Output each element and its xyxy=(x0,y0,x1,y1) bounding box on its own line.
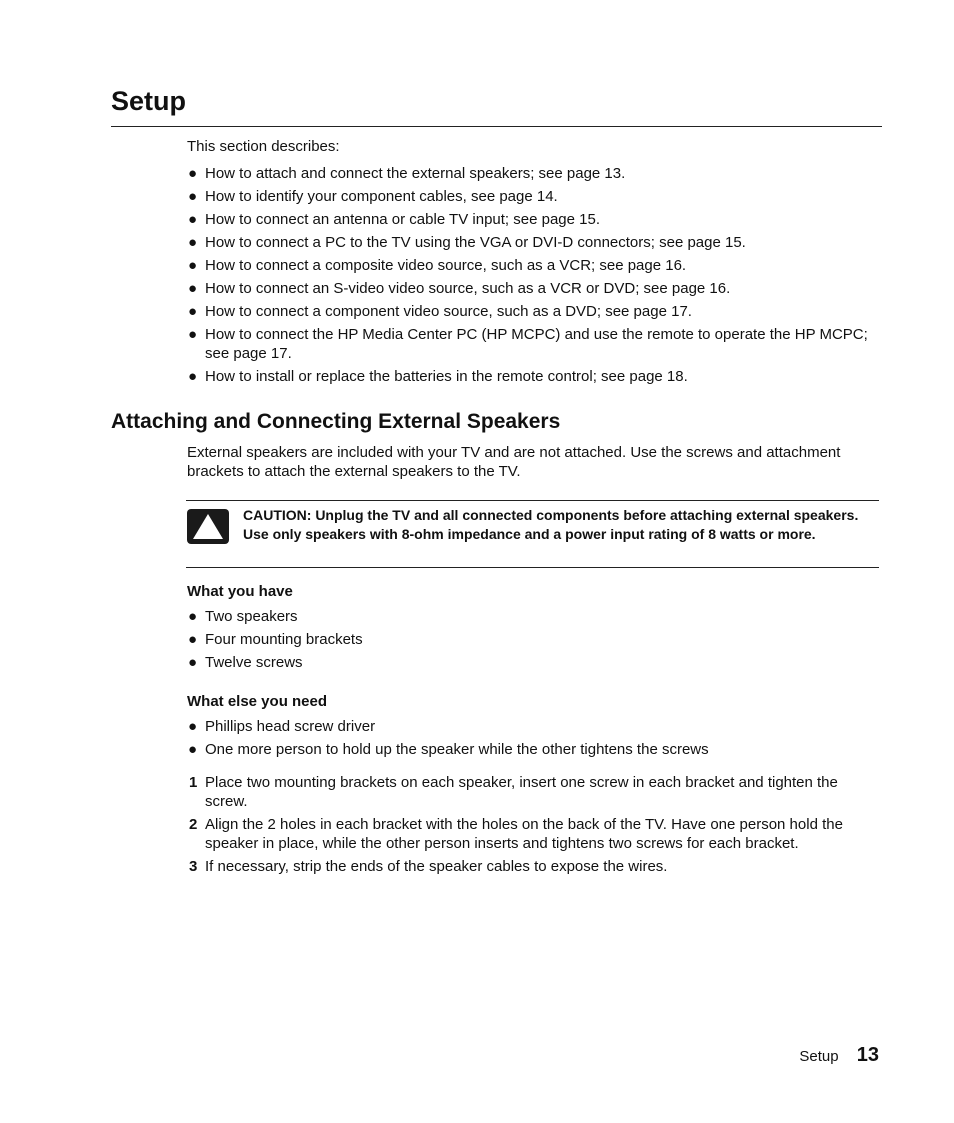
list-item: ● How to connect a PC to the TV using the VGA or DVI-D connectors; see page 15. xyxy=(188,234,746,251)
list-item: ● How to connect a component video source, such as a DVD; see page 17. xyxy=(188,303,692,320)
bullet-icon: ● xyxy=(188,741,198,758)
what-else-you-need-heading: What else you need xyxy=(187,693,328,710)
bullet-icon: ● xyxy=(188,211,198,228)
step-number: 2 xyxy=(189,816,198,833)
caution-text: CAUTION: Unplug the TV and all connected components before attaching external speakers. Use only speakers with 8-ohm impedance and a power input rating of 8 watts or more. xyxy=(243,507,859,542)
what-you-have-list xyxy=(187,607,877,672)
page-number: 13 xyxy=(856,1044,879,1066)
what-you-have-heading: What you have xyxy=(187,583,293,600)
title-rule xyxy=(111,126,882,127)
bullet-icon: ● xyxy=(188,326,198,343)
bullet-icon: ● xyxy=(188,718,198,735)
page-title: Setup xyxy=(111,86,187,116)
what-else-you-need-list xyxy=(187,717,877,759)
step-number: 1 xyxy=(189,774,198,791)
list-item: ● How to identify your component cables, see page 14. xyxy=(188,188,558,205)
list-item: ● One more person to hold up the speaker while the other tightens the screws xyxy=(188,741,709,758)
intro-text: This section describes: xyxy=(187,138,340,155)
list-item: ● How to connect an antenna or cable TV input; see page 15. xyxy=(188,211,600,228)
bullet-icon: ● xyxy=(188,188,198,205)
list-item: ● Four mounting brackets xyxy=(188,631,363,648)
bullet-icon: ● xyxy=(188,368,198,385)
warning-triangle-icon xyxy=(187,509,229,544)
page-footer xyxy=(799,1043,879,1069)
footer-label: Setup xyxy=(799,1048,839,1065)
list-item: ● Phillips head screw driver xyxy=(188,718,376,735)
section-list xyxy=(187,164,877,386)
bullet-icon: ● xyxy=(188,165,198,182)
list-item: ● How to install or replace the batteries in the remote control; see page 18. xyxy=(188,368,688,385)
bullet-icon: ● xyxy=(188,280,198,297)
bullet-icon: ● xyxy=(188,631,198,648)
step-number: 3 xyxy=(189,858,198,875)
steps-list xyxy=(187,773,877,876)
section-paragraph: External speakers are included with your TV and are not attached. Use the screws and attachment brackets to attach the external speakers to the TV. xyxy=(187,444,841,480)
list-item: ● How to connect a composite video source, such as a VCR; see page 16. xyxy=(188,257,687,274)
caution-box xyxy=(186,500,879,568)
step-item: 2 Align the 2 holes in each bracket with the holes on the back of the TV. Have one person hold the speaker in place, while the other person inserts and tightens two screws for each bracket. xyxy=(189,816,843,852)
list-item: ● How to connect the HP Media Center PC (HP MCPC) and use the remote to operate the HP MCPC; see page 17. xyxy=(188,326,868,362)
bullet-icon: ● xyxy=(188,234,198,251)
step-item: 3 If necessary, strip the ends of the speaker cables to expose the wires. xyxy=(189,858,668,875)
step-item: 1 Place two mounting brackets on each speaker, insert one screw in each bracket and tighten the screw. xyxy=(189,774,838,810)
section-heading: Attaching and Connecting External Speakers xyxy=(111,410,561,433)
list-item: ● Two speakers xyxy=(188,608,298,625)
bullet-icon: ● xyxy=(188,257,198,274)
bullet-icon: ● xyxy=(188,303,198,320)
list-item: ● How to connect an S-video video source, such as a VCR or DVD; see page 16. xyxy=(188,280,731,297)
bullet-icon: ● xyxy=(188,608,198,625)
list-item: ● How to attach and connect the external speakers; see page 13. xyxy=(188,165,626,182)
bullet-icon: ● xyxy=(188,654,198,671)
list-item: ● Twelve screws xyxy=(188,654,303,671)
